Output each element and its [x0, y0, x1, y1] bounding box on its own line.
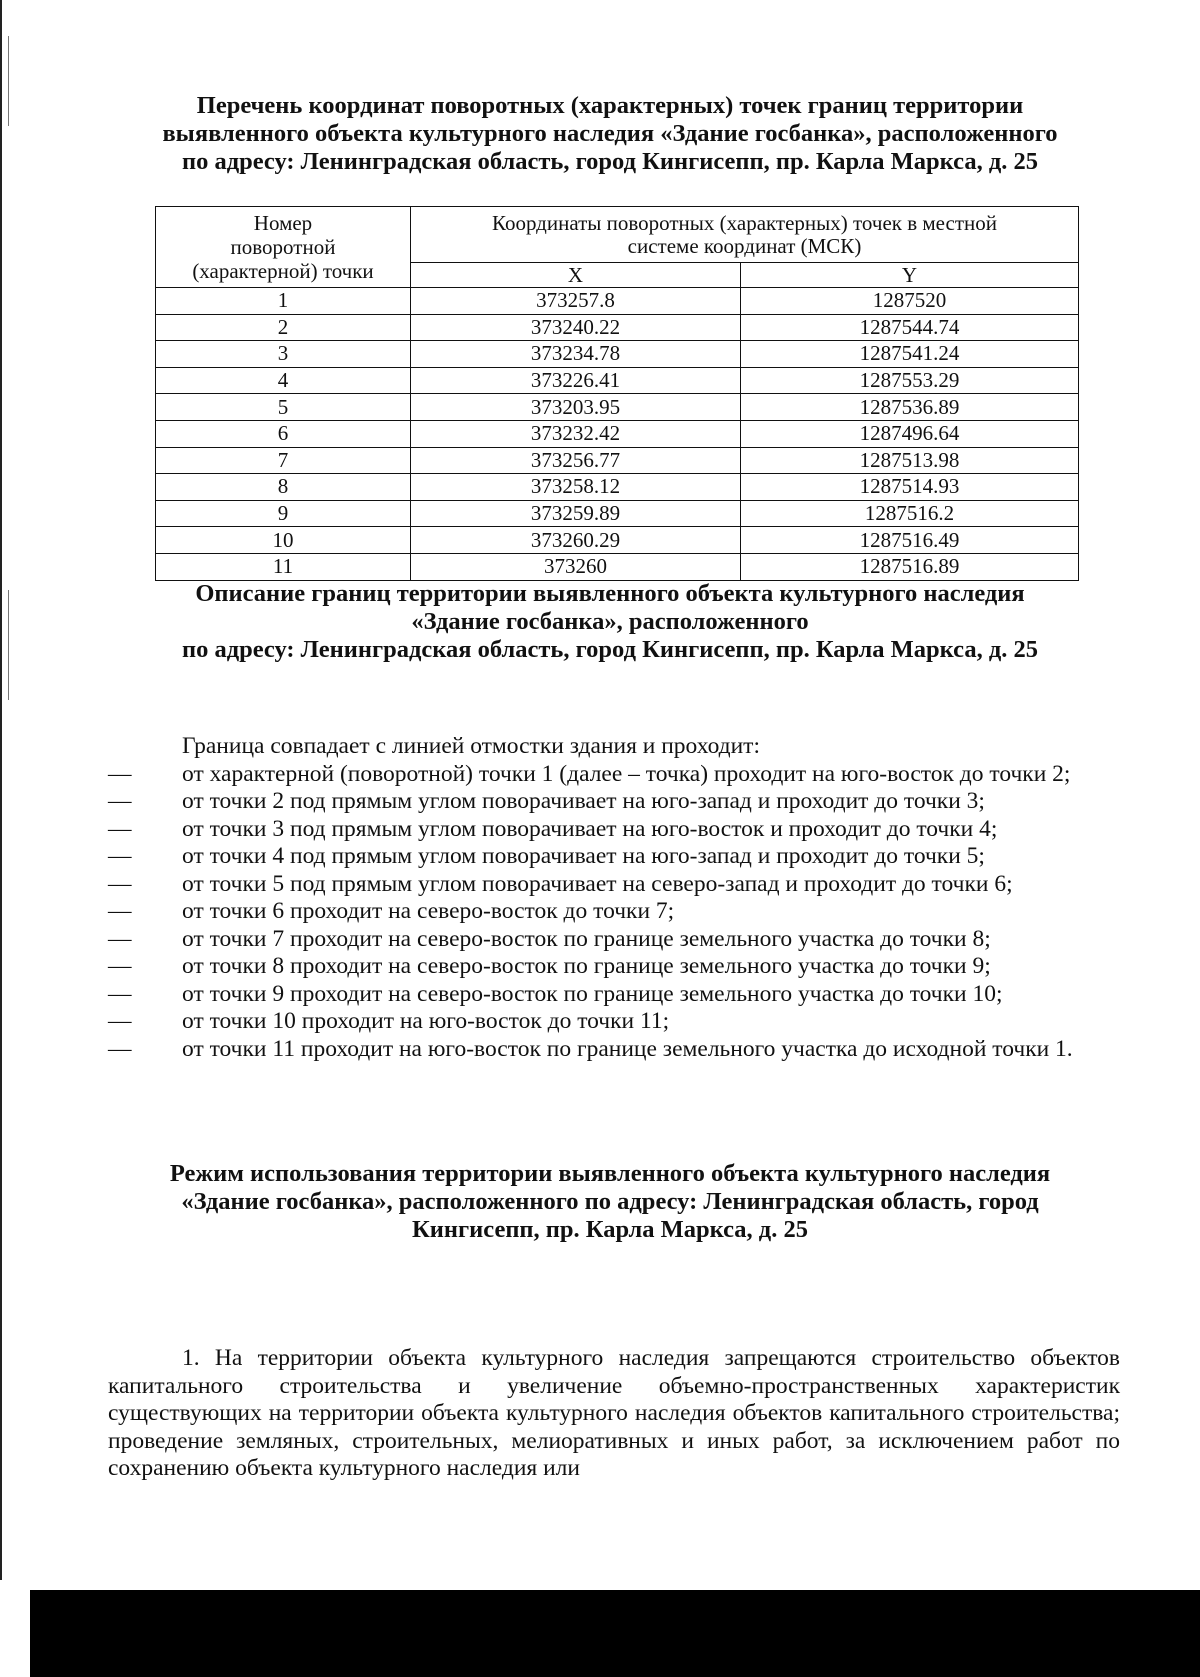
usage-regime-title: [120, 1160, 1100, 1244]
x-coordinate-cell: 373259.89: [411, 500, 741, 527]
point-number-cell: 6: [156, 420, 411, 447]
route-item: [108, 816, 1120, 844]
intro-text: Граница совпадает с линией отмостки здания и проходит:: [182, 733, 760, 759]
y-coordinate-cell: 1287553.29: [741, 367, 1079, 394]
coordinates-table: [155, 206, 1079, 581]
table-header-row: [156, 207, 1079, 263]
route-item: [108, 761, 1120, 789]
dash-marker: —: [108, 980, 132, 1007]
y-coordinate-cell: 1287514.93: [741, 474, 1079, 501]
title-line: «Здание госбанка», расположенного по адресу: Ленинградская область, город: [181, 1188, 1039, 1215]
dash-marker: —: [108, 815, 132, 842]
header-x: X: [411, 263, 741, 288]
header-y: Y: [741, 263, 1079, 288]
route-item-text: от точки 8 проходит на северо-восток по границе земельного участка до точки 9;: [182, 953, 991, 979]
point-number-cell: 5: [156, 394, 411, 421]
title-line: выявленного объекта культурного наследия «Здание госбанка», расположенного: [162, 120, 1058, 147]
x-coordinate-cell: 373240.22: [411, 314, 741, 341]
scan-edge: [0, 0, 2, 1580]
y-coordinate-cell: 1287536.89: [741, 394, 1079, 421]
point-number-cell: 4: [156, 367, 411, 394]
dash-marker: —: [108, 953, 132, 979]
y-coordinate-cell: 1287544.74: [741, 314, 1079, 341]
route-item: [108, 981, 1120, 1009]
title-line: Кингисепп, пр. Карла Маркса, д. 25: [412, 1216, 808, 1243]
title-line: Перечень координат поворотных (характерных) точек границ территории: [196, 92, 1024, 119]
table-row: [156, 341, 1079, 368]
point-number-cell: 10: [156, 527, 411, 554]
point-number-cell: 3: [156, 341, 411, 368]
title-line: по адресу: Ленинградская область, город Кингисепп, пр. Карла Маркса, д. 25: [181, 148, 1039, 175]
dash-marker: —: [108, 843, 132, 869]
x-coordinate-cell: 373260: [411, 553, 741, 580]
dash-marker: —: [108, 1035, 132, 1062]
point-number-cell: 2: [156, 314, 411, 341]
title-line: Режим использования территории выявленного объекта культурного наследия: [169, 1160, 1051, 1187]
route-item-text: от точки 10 проходит на юго-восток до точки 11;: [182, 1008, 670, 1034]
boundary-description: [108, 733, 1120, 1063]
point-number-cell: 1: [156, 288, 411, 315]
header-point-number: Номер поворотной (характерной) точки: [156, 207, 411, 288]
table-row: [156, 474, 1079, 501]
x-coordinate-cell: 373203.95: [411, 394, 741, 421]
dash-marker: —: [108, 760, 132, 787]
table-row: [156, 314, 1079, 341]
route-item-text: от точки 4 под прямым углом поворачивает на юго-запад и проходит до точки 5;: [182, 843, 985, 869]
y-coordinate-cell: 1287520: [741, 288, 1079, 315]
dash-marker: —: [108, 1008, 132, 1034]
scan-bottom-border: [30, 1590, 1200, 1677]
scan-mark: [8, 590, 9, 700]
x-coordinate-cell: 373257.8: [411, 288, 741, 315]
table-row: [156, 288, 1079, 315]
table-body: [156, 288, 1079, 581]
x-coordinate-cell: 373258.12: [411, 474, 741, 501]
route-item: [108, 788, 1120, 816]
title-line: по адресу: Ленинградская область, город Кингисепп, пр. Карла Маркса, д. 25: [181, 636, 1039, 663]
x-coordinate-cell: 373256.77: [411, 447, 741, 474]
route-item: [108, 898, 1120, 926]
x-coordinate-cell: 373260.29: [411, 527, 741, 554]
y-coordinate-cell: 1287516.89: [741, 553, 1079, 580]
dash-marker: —: [108, 788, 132, 814]
route-item-text: от точки 9 проходит на северо-восток по границе земельного участка до точки 10;: [182, 980, 1003, 1007]
route-item: [108, 843, 1120, 871]
scan-mark: [8, 36, 9, 126]
route-item-text: от точки 6 проходит на северо-восток до точки 7;: [182, 898, 675, 924]
boundary-route-list: [108, 761, 1120, 1064]
y-coordinate-cell: 1287541.24: [741, 341, 1079, 368]
y-coordinate-cell: 1287496.64: [741, 420, 1079, 447]
table-row: [156, 553, 1079, 580]
y-coordinate-cell: 1287516.49: [741, 527, 1079, 554]
x-coordinate-cell: 373226.41: [411, 367, 741, 394]
table-row: [156, 500, 1079, 527]
route-item-text: от точки 3 под прямым углом поворачивает на юго-восток и проходит до точки 4;: [182, 815, 998, 842]
x-coordinate-cell: 373234.78: [411, 341, 741, 368]
table-row: [156, 447, 1079, 474]
dash-marker: —: [108, 870, 132, 897]
coordinates-list-title: [120, 92, 1100, 176]
usage-regime-paragraph: 1. На территории объекта культурного наследия запрещаются строительство объектов капитального строительства и увеличение объемно-пространственных характеристик существующих на территории объекта культурного наследия объектов капитального строительства; проведение земляных, строительных, мелиоративных и иных работ, за исключением работ по сохранению объекта культурного наследия или: [108, 1345, 1120, 1481]
y-coordinate-cell: 1287513.98: [741, 447, 1079, 474]
dash-marker: —: [108, 898, 132, 924]
route-item: [108, 1008, 1120, 1036]
route-item: [108, 871, 1120, 899]
point-number-cell: 9: [156, 500, 411, 527]
table-row: [156, 420, 1079, 447]
table-row: [156, 367, 1079, 394]
route-item-text: от точки 11 проходит на юго-восток по границе земельного участка до исходной точки 1.: [182, 1035, 1073, 1062]
route-item: [108, 926, 1120, 954]
route-item: [108, 953, 1120, 981]
x-coordinate-cell: 373232.42: [411, 420, 741, 447]
title-line: Описание границ территории выявленного объекта культурного наследия: [195, 580, 1025, 607]
table-row: [156, 394, 1079, 421]
header-coordinates: Координаты поворотных (характерных) точек в местной системе координат (МСК): [411, 207, 1079, 263]
point-number-cell: 7: [156, 447, 411, 474]
table-row: [156, 527, 1079, 554]
route-item-text: от характерной (поворотной) точки 1 (далее – точка) проходит на юго-восток до точки 2;: [182, 760, 1071, 787]
route-item-text: от точки 7 проходит на северо-восток по границе земельного участка до точки 8;: [182, 925, 991, 952]
dash-marker: —: [108, 925, 132, 952]
route-item: [108, 1036, 1120, 1064]
point-number-cell: 11: [156, 553, 411, 580]
route-item-text: от точки 2 под прямым углом поворачивает на юго-запад и проходит до точки 3;: [182, 788, 985, 814]
route-item-text: от точки 5 под прямым углом поворачивает на северо-запад и проходит до точки 6;: [182, 870, 1013, 897]
y-coordinate-cell: 1287516.2: [741, 500, 1079, 527]
point-number-cell: 8: [156, 474, 411, 501]
boundary-description-title: [120, 580, 1100, 664]
title-line: «Здание госбанка», расположенного: [411, 608, 809, 635]
